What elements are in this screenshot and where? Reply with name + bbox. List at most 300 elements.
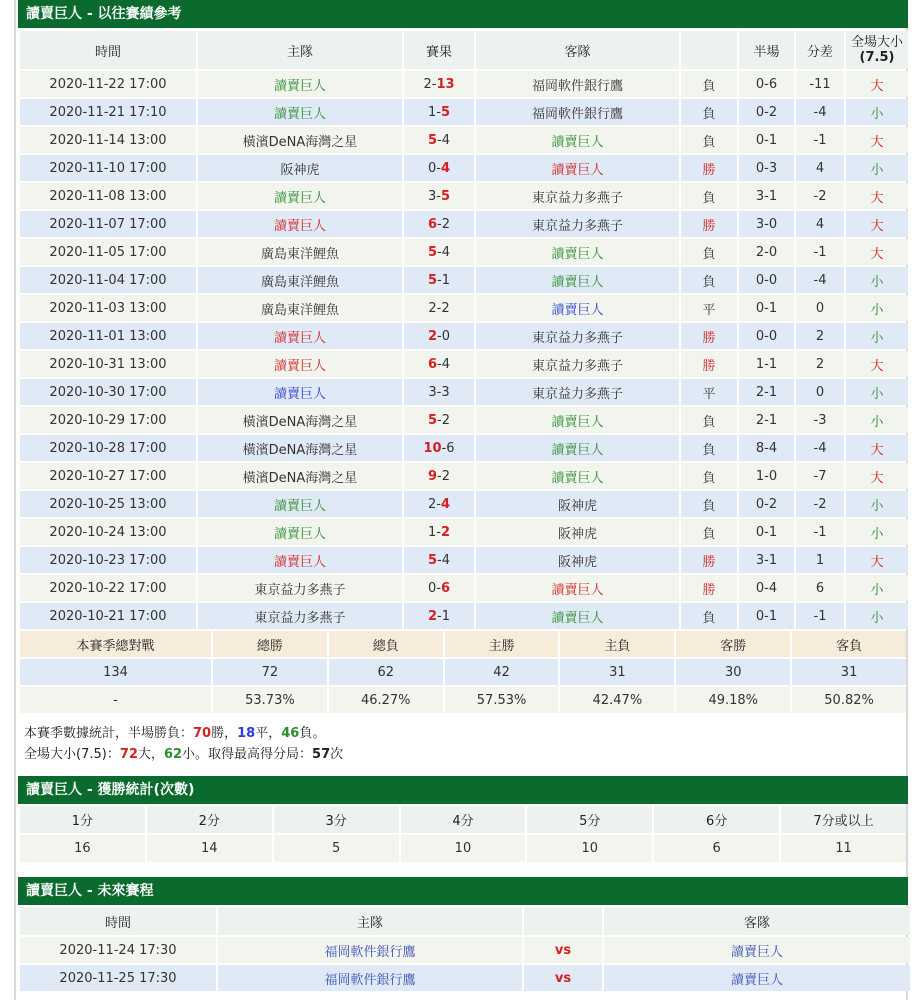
home-score: 5: [427, 272, 438, 288]
win-margin-count-4: 10: [527, 835, 652, 862]
match-score: 2-13: [404, 71, 474, 97]
col-home: 主隊: [198, 31, 402, 69]
ou-stats-prefix: 全場大小(7.5)：: [24, 747, 120, 762]
history-row[interactable]: [20, 183, 908, 209]
score-diff: -4: [796, 267, 844, 293]
win-stats-header-row: [20, 806, 906, 833]
over-under: 小: [846, 491, 908, 517]
away-score: 5: [440, 188, 451, 204]
win-margin-count-5: 6: [654, 835, 779, 862]
win-margin-header-4: 5分: [527, 806, 652, 833]
summary-percent-3: 57.53%: [445, 687, 559, 713]
summary-count-1: 72: [213, 659, 327, 685]
future-home[interactable]: 福岡軟件銀行鷹: [218, 965, 522, 991]
match-score: 9-2: [404, 463, 474, 489]
win-stats-title: 讀賣巨人 - 獲勝統計(次數): [18, 776, 908, 804]
over-under: 小: [846, 155, 908, 181]
match-result: 負: [681, 183, 737, 209]
score-diff: 0: [796, 379, 844, 405]
half-score: 0-0: [739, 323, 794, 349]
home-team[interactable]: 讀賣巨人: [198, 491, 402, 517]
home-score: 2: [428, 300, 437, 316]
home-team[interactable]: 讀賣巨人: [198, 183, 402, 209]
score-diff: -7: [796, 463, 844, 489]
history-row[interactable]: [20, 267, 908, 293]
match-score: 2-2: [404, 295, 474, 321]
win-stats-values-row: [20, 835, 906, 862]
away-score: 6: [440, 580, 451, 596]
over-under: 小: [846, 323, 908, 349]
history-section: [18, 0, 908, 715]
half-draws-label: 平，: [255, 726, 282, 741]
summary-header-4: 主負: [560, 631, 674, 657]
future-away[interactable]: 讀賣巨人: [604, 965, 910, 991]
history-header-row: [20, 31, 908, 69]
history-row[interactable]: [20, 295, 908, 321]
col-ou-label: 全場大小: [850, 35, 903, 50]
away-score: 13: [436, 76, 455, 92]
summary-percent-5: 49.18%: [676, 687, 790, 713]
over-under: 大: [846, 435, 908, 461]
home-score: 3: [427, 188, 437, 204]
half-wins-label: 勝，: [211, 726, 238, 741]
match-score: 1-2: [404, 519, 474, 545]
over-value: 72: [119, 747, 138, 762]
half-score: 3-1: [739, 183, 794, 209]
win-margin-header-3: 4分: [401, 806, 526, 833]
match-score: 5-1: [404, 267, 474, 293]
half-score: 0-1: [739, 127, 794, 153]
match-score: 6-4: [404, 351, 474, 377]
history-row[interactable]: [20, 323, 908, 349]
summary-percent-2: 46.27%: [329, 687, 443, 713]
match-score: 10-6: [404, 435, 474, 461]
col-ou-line: (7.5): [859, 50, 895, 65]
ou-stats-line: [24, 744, 343, 765]
future-section: [18, 877, 908, 993]
future-col-time: 時間: [20, 907, 216, 935]
match-result: 勝: [681, 351, 737, 377]
away-score: 0: [441, 328, 451, 344]
home-score: 0: [427, 160, 437, 176]
away-score: 6: [446, 440, 455, 456]
away-score: 4: [441, 552, 451, 568]
home-score: 3: [428, 384, 437, 400]
future-vs: vs: [524, 965, 602, 991]
home-score: 9: [427, 468, 438, 484]
summary-header-0: 本賽季總對戰: [20, 631, 211, 657]
history-row[interactable]: [20, 99, 908, 125]
match-result: 負: [681, 71, 737, 97]
home-team[interactable]: 讀賣巨人: [198, 519, 402, 545]
history-row[interactable]: [20, 407, 908, 433]
match-time: 2020-11-01 13:00: [20, 323, 196, 349]
match-result: 勝: [681, 155, 737, 181]
future-time: 2020-11-25 17:30: [20, 965, 216, 991]
half-score: 3-1: [739, 547, 794, 573]
over-under: 小: [846, 575, 908, 601]
over-under: 大: [846, 183, 908, 209]
away-score: 2: [441, 468, 451, 484]
match-result: 負: [681, 407, 737, 433]
future-time: 2020-11-24 17:30: [20, 937, 216, 963]
win-margin-header-0: 1分: [20, 806, 145, 833]
away-team[interactable]: 阪神虎: [476, 519, 679, 545]
match-score: 2-1: [404, 603, 474, 629]
away-score: 2: [441, 412, 451, 428]
history-row[interactable]: [20, 239, 908, 265]
away-team[interactable]: 東京益力多燕子: [476, 183, 679, 209]
score-diff: 1: [796, 547, 844, 573]
summary-count-0: 134: [20, 659, 211, 685]
match-time: 2020-11-21 17:10: [20, 99, 196, 125]
half-wins-value: 70: [193, 726, 212, 741]
away-team[interactable]: 讀賣巨人: [476, 603, 679, 629]
summary-count-6: 31: [792, 659, 906, 685]
col-away: 客隊: [476, 31, 679, 69]
match-result: 負: [681, 267, 737, 293]
win-margin-header-6: 7分或以上: [781, 806, 906, 833]
history-row[interactable]: [20, 379, 908, 405]
future-header-row: [20, 907, 910, 935]
home-score: 10: [423, 440, 442, 456]
summary-header-row: [20, 631, 906, 657]
half-stats-prefix: 本賽季數據統計，半場勝負：: [24, 726, 194, 741]
away-team[interactable]: 讀賣巨人: [476, 127, 679, 153]
history-body: [20, 71, 908, 629]
col-result: [681, 31, 737, 69]
away-team[interactable]: 阪神虎: [476, 547, 679, 573]
summary-header-5: 客勝: [676, 631, 790, 657]
over-under: 小: [846, 603, 908, 629]
col-time: 時間: [20, 31, 196, 69]
away-team[interactable]: 福岡軟件銀行鷹: [476, 71, 679, 97]
match-time: 2020-10-31 13:00: [20, 351, 196, 377]
home-team[interactable]: 橫濱DeNA海灣之星: [198, 435, 402, 461]
match-result: 負: [681, 463, 737, 489]
summary-percent-4: 42.47%: [560, 687, 674, 713]
away-team[interactable]: 東京益力多燕子: [476, 379, 679, 405]
match-time: 2020-11-03 13:00: [20, 295, 196, 321]
away-score: 3: [441, 384, 450, 400]
home-team[interactable]: 橫濱DeNA海灣之星: [198, 127, 402, 153]
future-vs: vs: [524, 937, 602, 963]
score-diff: -1: [796, 239, 844, 265]
away-team[interactable]: 讀賣巨人: [476, 239, 679, 265]
away-team[interactable]: 福岡軟件銀行鷹: [476, 99, 679, 125]
away-score: 1: [441, 272, 451, 288]
match-time: 2020-10-25 13:00: [20, 491, 196, 517]
match-result: 負: [681, 99, 737, 125]
match-time: 2020-10-23 17:00: [20, 547, 196, 573]
home-score: 1: [427, 104, 437, 120]
match-result: 平: [681, 379, 737, 405]
match-time: 2020-10-24 13:00: [20, 519, 196, 545]
match-time: 2020-10-30 17:00: [20, 379, 196, 405]
match-time: 2020-10-29 17:00: [20, 407, 196, 433]
match-result: 負: [681, 491, 737, 517]
future-table: [18, 905, 912, 993]
match-score: 5-4: [404, 127, 474, 153]
score-diff: 4: [796, 211, 844, 237]
home-team[interactable]: 讀賣巨人: [198, 211, 402, 237]
home-team[interactable]: 讀賣巨人: [198, 547, 402, 573]
history-row[interactable]: [20, 211, 908, 237]
home-team[interactable]: 讀賣巨人: [198, 71, 402, 97]
summary-header-2: 總負: [329, 631, 443, 657]
half-score: 0-1: [739, 603, 794, 629]
half-score: 0-2: [739, 99, 794, 125]
half-score: 1-1: [739, 351, 794, 377]
over-under: 小: [846, 99, 908, 125]
score-diff: 6: [796, 575, 844, 601]
half-score: 0-6: [739, 71, 794, 97]
home-score: 5: [427, 552, 438, 568]
summary-percents-row: [20, 687, 906, 713]
half-draws-value: 18: [237, 726, 256, 741]
match-score: 6-2: [404, 211, 474, 237]
half-score: 0-3: [739, 155, 794, 181]
half-stats-line: [24, 723, 343, 744]
future-col-home: 主隊: [218, 907, 522, 935]
away-team[interactable]: 東京益力多燕子: [476, 211, 679, 237]
max-score-label: 次: [330, 747, 344, 762]
away-score: 4: [440, 496, 451, 512]
summary-count-2: 62: [329, 659, 443, 685]
home-team[interactable]: 廣島東洋鯉魚: [198, 239, 402, 265]
score-diff: 4: [796, 155, 844, 181]
match-score: 0-4: [404, 155, 474, 181]
future-row[interactable]: [20, 937, 910, 963]
future-row[interactable]: [20, 965, 910, 991]
under-value: 62: [163, 747, 183, 762]
half-score: 2-1: [739, 407, 794, 433]
summary-counts-row: [20, 659, 906, 685]
match-result: 負: [681, 519, 737, 545]
history-row[interactable]: [20, 491, 908, 517]
home-team[interactable]: 橫濱DeNA海灣之星: [198, 463, 402, 489]
match-score: 5-4: [404, 547, 474, 573]
future-title: 讀賣巨人 - 未來賽程: [18, 877, 908, 905]
over-under: 大: [846, 127, 908, 153]
summary-table: [18, 629, 908, 715]
summary-count-5: 30: [676, 659, 790, 685]
over-under: 小: [846, 407, 908, 433]
col-half: 半場: [739, 31, 794, 69]
win-margin-header-1: 2分: [147, 806, 272, 833]
away-score: 4: [441, 244, 451, 260]
home-score: 1: [427, 524, 437, 540]
away-score: 2: [441, 216, 451, 232]
over-under: 小: [846, 379, 908, 405]
match-time: 2020-10-22 17:00: [20, 575, 196, 601]
score-diff: 2: [796, 323, 844, 349]
win-margin-header-5: 6分: [654, 806, 779, 833]
history-row[interactable]: [20, 603, 908, 629]
match-result: 勝: [681, 547, 737, 573]
score-diff: -11: [796, 71, 844, 97]
half-score: 8-4: [739, 435, 794, 461]
away-team[interactable]: 讀賣巨人: [476, 575, 679, 601]
home-score: 5: [427, 412, 438, 428]
away-score: 2: [441, 300, 450, 316]
over-under: 小: [846, 267, 908, 293]
home-team[interactable]: 東京益力多燕子: [198, 575, 402, 601]
away-team[interactable]: 東京益力多燕子: [476, 323, 679, 349]
col-ou: [846, 31, 908, 69]
over-under: 大: [846, 547, 908, 573]
match-result: 平: [681, 295, 737, 321]
future-away[interactable]: 讀賣巨人: [604, 937, 910, 963]
half-score: 0-1: [739, 295, 794, 321]
home-score: 0: [427, 580, 437, 596]
half-losses-value: 46: [281, 726, 300, 741]
away-score: 4: [441, 132, 451, 148]
match-time: 2020-11-22 17:00: [20, 71, 196, 97]
match-score: 2-4: [404, 491, 474, 517]
half-score: 0-4: [739, 575, 794, 601]
away-team[interactable]: 讀賣巨人: [476, 155, 679, 181]
match-time: 2020-10-21 17:00: [20, 603, 196, 629]
over-under: 大: [846, 71, 908, 97]
home-score: 2: [427, 328, 438, 344]
col-score: 賽果: [404, 31, 474, 69]
history-row[interactable]: [20, 127, 908, 153]
score-diff: -4: [796, 435, 844, 461]
win-margin-count-3: 10: [401, 835, 526, 862]
summary-percent-6: 50.82%: [792, 687, 906, 713]
home-score: 5: [427, 132, 438, 148]
away-team[interactable]: 阪神虎: [476, 491, 679, 517]
summary-header-3: 主勝: [445, 631, 559, 657]
score-diff: -1: [796, 603, 844, 629]
future-home[interactable]: 福岡軟件銀行鷹: [218, 937, 522, 963]
away-score: 1: [441, 608, 451, 624]
summary-percent-1: 53.73%: [213, 687, 327, 713]
match-time: 2020-10-28 17:00: [20, 435, 196, 461]
home-team[interactable]: 廣島東洋鯉魚: [198, 267, 402, 293]
away-score: 4: [440, 160, 451, 176]
home-score: 6: [427, 216, 438, 232]
home-score: 2: [423, 76, 432, 92]
home-team[interactable]: 讀賣巨人: [198, 351, 402, 377]
match-time: 2020-11-08 13:00: [20, 183, 196, 209]
score-diff: -1: [796, 519, 844, 545]
over-under: 大: [846, 211, 908, 237]
half-score: 0-1: [739, 519, 794, 545]
score-diff: 2: [796, 351, 844, 377]
home-team[interactable]: 廣島東洋鯉魚: [198, 295, 402, 321]
score-diff: -4: [796, 99, 844, 125]
home-team[interactable]: 讀賣巨人: [198, 99, 402, 125]
history-row[interactable]: [20, 519, 908, 545]
away-team[interactable]: 讀賣巨人: [476, 463, 679, 489]
win-margin-header-2: 3分: [274, 806, 399, 833]
summary-count-4: 31: [560, 659, 674, 685]
half-score: 2-1: [739, 379, 794, 405]
away-team[interactable]: 讀賣巨人: [476, 435, 679, 461]
over-under: 小: [846, 519, 908, 545]
match-score: 3-3: [404, 379, 474, 405]
score-diff: 0: [796, 295, 844, 321]
summary-header-1: 總勝: [213, 631, 327, 657]
away-score: 2: [440, 524, 451, 540]
col-diff: 分差: [796, 31, 844, 69]
win-margin-count-1: 14: [147, 835, 272, 862]
half-losses-label: 負。: [299, 726, 326, 741]
home-score: 6: [427, 356, 438, 372]
half-score: 1-0: [739, 463, 794, 489]
win-stats-section: [18, 776, 908, 864]
history-row[interactable]: [20, 435, 908, 461]
match-result: 勝: [681, 575, 737, 601]
away-team[interactable]: 東京益力多燕子: [476, 351, 679, 377]
future-col-away: 客隊: [604, 907, 910, 935]
history-row[interactable]: [20, 71, 908, 97]
match-time: 2020-11-14 13:00: [20, 127, 196, 153]
summary-header-6: 客負: [792, 631, 906, 657]
match-score: 3-5: [404, 183, 474, 209]
away-team[interactable]: 讀賣巨人: [476, 295, 679, 321]
future-col-vs: [524, 907, 602, 935]
history-row[interactable]: [20, 547, 908, 573]
history-table: [18, 29, 910, 631]
match-result: 負: [681, 603, 737, 629]
win-margin-count-6: 11: [781, 835, 906, 862]
home-team[interactable]: 讀賣巨人: [198, 323, 402, 349]
match-result: 負: [681, 435, 737, 461]
over-under: 大: [846, 351, 908, 377]
home-team[interactable]: 阪神虎: [198, 155, 402, 181]
match-result: 負: [681, 127, 737, 153]
over-under: 大: [846, 239, 908, 265]
match-time: 2020-11-10 17:00: [20, 155, 196, 181]
match-score: 1-5: [404, 99, 474, 125]
max-score-value: 57: [312, 747, 331, 762]
match-time: 2020-10-27 17:00: [20, 463, 196, 489]
away-score: 5: [440, 104, 451, 120]
match-time: 2020-11-07 17:00: [20, 211, 196, 237]
match-result: 勝: [681, 323, 737, 349]
win-stats-table: [18, 804, 908, 864]
home-team[interactable]: 讀賣巨人: [198, 379, 402, 405]
match-score: 5-2: [404, 407, 474, 433]
match-score: 0-6: [404, 575, 474, 601]
home-score: 2: [427, 608, 438, 624]
summary-count-3: 42: [445, 659, 559, 685]
history-row[interactable]: [20, 463, 908, 489]
over-label: 大，: [137, 747, 164, 762]
over-under: 大: [846, 463, 908, 489]
match-score: 2-0: [404, 323, 474, 349]
over-under: 小: [846, 295, 908, 321]
score-diff: -1: [796, 127, 844, 153]
under-label: 小。取得最高得分局：: [182, 747, 313, 762]
score-diff: -3: [796, 407, 844, 433]
history-row[interactable]: [20, 155, 908, 181]
away-team[interactable]: 讀賣巨人: [476, 407, 679, 433]
home-team[interactable]: 橫濱DeNA海灣之星: [198, 407, 402, 433]
away-team[interactable]: 讀賣巨人: [476, 267, 679, 293]
half-score: 0-2: [739, 491, 794, 517]
win-margin-count-2: 5: [274, 835, 399, 862]
home-score: 5: [427, 244, 438, 260]
history-row[interactable]: [20, 351, 908, 377]
home-team[interactable]: 東京益力多燕子: [198, 603, 402, 629]
match-time: 2020-11-04 17:00: [20, 267, 196, 293]
history-row[interactable]: [20, 575, 908, 601]
match-result: 勝: [681, 211, 737, 237]
